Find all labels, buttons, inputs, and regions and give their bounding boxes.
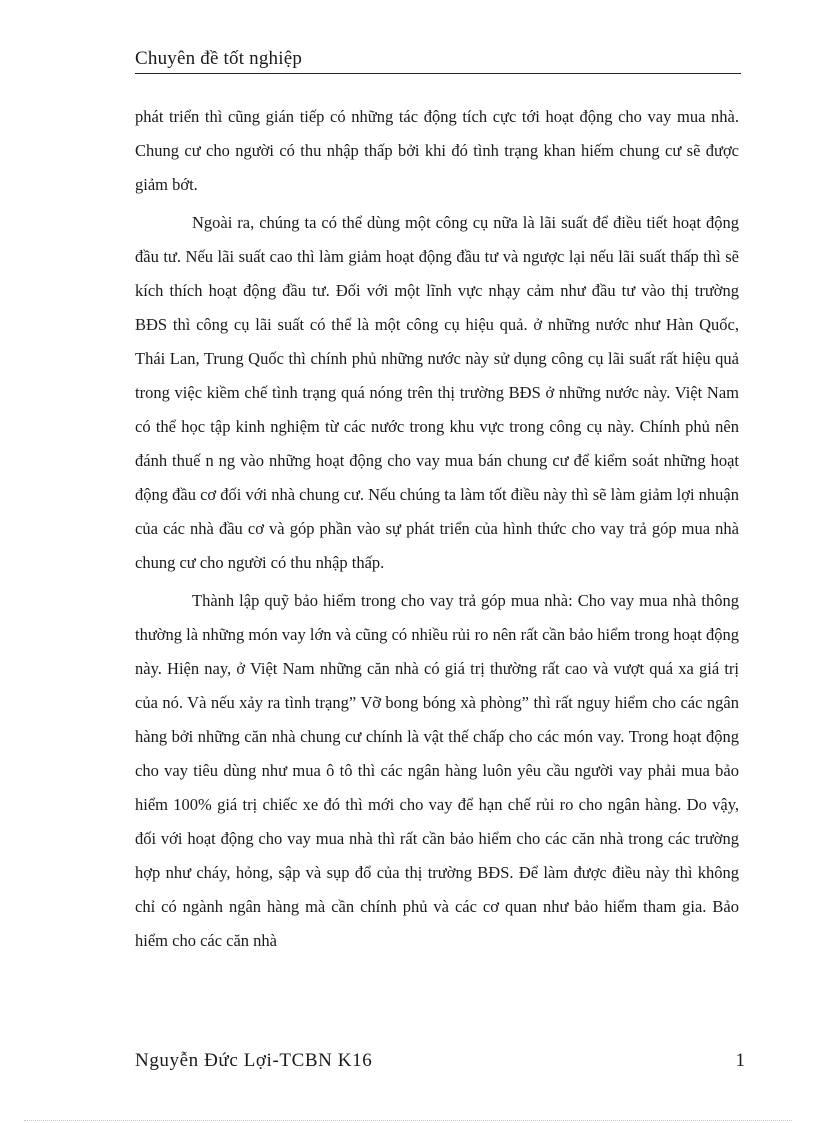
- header-title: Chuyên đề tốt nghiệp: [135, 48, 303, 69]
- header-divider: [135, 73, 741, 74]
- page-number: 1: [735, 1050, 745, 1071]
- page-bottom-edge: [24, 1120, 792, 1121]
- paragraph-continued: phát triển thì cũng gián tiếp có những tác động tích cực tới hoạt động cho vay mua nhà. Chung cư cho người có thu nhập thấp bởi khi đó tình trạng khan hiếm chung cư sẽ được giảm bớt.: [135, 107, 739, 194]
- paragraph-interest-rate: Ngoài ra, chúng ta có thể dùng một công cụ nữa là lãi suất để điều tiết hoạt động đầu tư. Nếu lãi suất cao thì làm giảm hoạt động đầu tư và ngược lại nếu lãi suất thấp thì sẽ kích thích hoạt động đầu tư. Đối với một lĩnh vực nhạy cảm như đầu tư vào thị trường BĐS thì công cụ lãi suất có thể là một công cụ hiệu quả. ở những nước như Hàn Quốc, Thái Lan, Trung Quốc thì chính phủ những nước này sử dụng công cụ lãi suất rất hiệu quả trong việc kiềm chế tình trạng quá nóng trên thị trường BĐS ở những nước này. Việt Nam có thể học tập kinh nghiệm từ các nước trong khu vực trong công cụ này. Chính phủ nên đánh thuế n ng vào những hoạt động cho vay mua bán chung cư để kiểm soát những hoạt động đầu cơ đối với nhà chung cư. Nếu chúng ta làm tốt điều này thì sẽ làm giảm lợi nhuận của các nhà đầu cơ và góp phần vào sự phát triển của hình thức cho vay trả góp mua nhà chung cư cho người có thu nhập thấp.: [135, 213, 739, 572]
- footer-author: Nguyễn Đức Lợi-TCBN K16: [135, 1050, 373, 1071]
- paragraph-insurance-fund: Thành lập quỹ bảo hiểm trong cho vay trả góp mua nhà: Cho vay mua nhà thông thường là những món vay lớn và cũng có nhiều rủi ro nên rất cần bảo hiểm trong hoạt động này. Hiện nay, ở Việt Nam những căn nhà có giá trị thường rất cao và vượt quá xa giá trị của nó. Và nếu xảy ra tình trạng” Vỡ bong bóng xà phòng” thì rất nguy hiểm cho các ngân hàng bởi những căn nhà chung cư chính là vật thế chấp cho các món vay. Trong hoạt động cho vay tiêu dùng như mua ô tô thì các ngân hàng luôn yêu cầu người vay phải mua bảo hiểm 100% giá trị chiếc xe đó thì mới cho vay để hạn chế rủi ro cho ngân hàng. Do vậy, đối với hoạt động cho vay mua nhà thì rất cần bảo hiểm cho các căn nhà trong các trường hợp như cháy, hỏng, sập và sụp đổ của thị trường BĐS. Để làm được điều này thì không chỉ có ngành ngân hàng mà cần chính phủ và các cơ quan như bảo hiểm tham gia. Bảo hiểm cho các căn nhà: [135, 591, 739, 950]
- body-text: [135, 100, 739, 958]
